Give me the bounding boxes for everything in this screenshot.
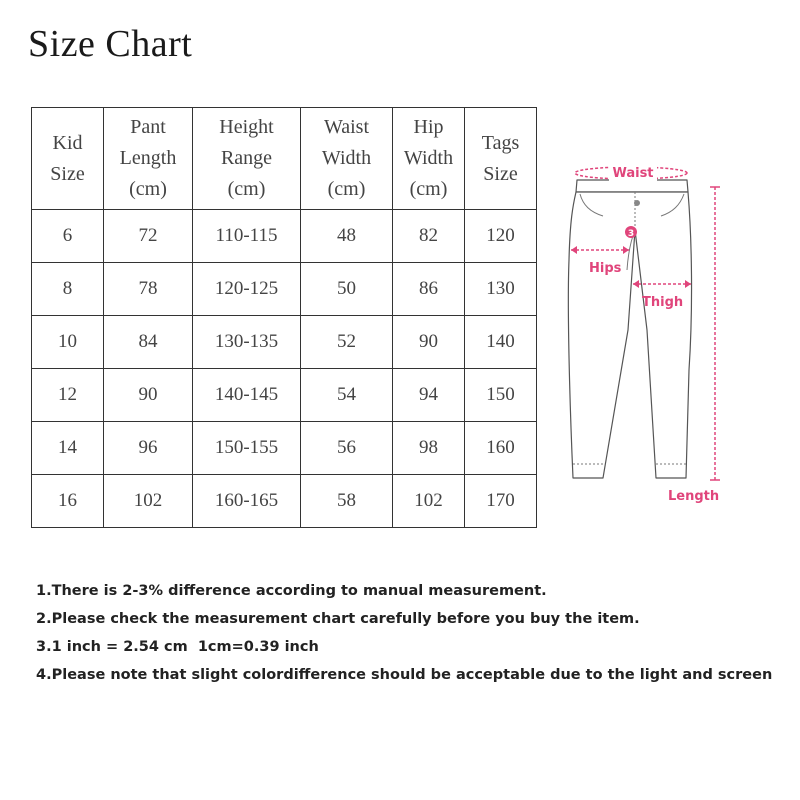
thigh-label: Thigh	[642, 295, 684, 310]
pants-outline	[568, 180, 691, 478]
notes-list	[36, 580, 772, 692]
cell-height-range: 160-165	[193, 475, 301, 528]
note-item: 4.Please note that slight colordifference should be acceptable due to the light and screen	[36, 667, 773, 683]
cell-hip-width: 94	[393, 369, 465, 422]
cell-tags-size: 160	[465, 422, 537, 475]
cell-tags-size: 170	[465, 475, 537, 528]
cell-waist-width: 48	[301, 210, 393, 263]
table-row	[32, 475, 537, 528]
cell-kid-size: 16	[32, 475, 104, 528]
note-item: 1.There is 2-3% difference according to manual measurement.	[36, 583, 547, 599]
header-kid-size: Kid Size	[32, 108, 104, 210]
cell-hip-width: 82	[393, 210, 465, 263]
table-row	[32, 422, 537, 475]
length-label: Length	[668, 489, 720, 504]
cell-kid-size: 6	[32, 210, 104, 263]
cell-height-range: 140-145	[193, 369, 301, 422]
cell-pant-length: 90	[104, 369, 193, 422]
marker-number: 3	[627, 229, 635, 239]
cell-waist-width: 56	[301, 422, 393, 475]
page-title: Size Chart	[28, 23, 193, 65]
length-measure-line	[710, 187, 720, 480]
header-hip-width: Hip Width (cm)	[393, 108, 465, 210]
cell-height-range: 110-115	[193, 210, 301, 263]
cell-waist-width: 52	[301, 316, 393, 369]
cell-hip-width: 98	[393, 422, 465, 475]
cell-pant-length: 96	[104, 422, 193, 475]
cell-pant-length: 84	[104, 316, 193, 369]
cell-hip-width: 90	[393, 316, 465, 369]
cell-hip-width: 86	[393, 263, 465, 316]
cell-kid-size: 10	[32, 316, 104, 369]
header-tags-size: Tags Size	[465, 108, 537, 210]
table-row	[32, 316, 537, 369]
size-table	[31, 107, 537, 528]
cell-pant-length: 102	[104, 475, 193, 528]
cell-tags-size: 150	[465, 369, 537, 422]
cell-height-range: 130-135	[193, 316, 301, 369]
cell-waist-width: 54	[301, 369, 393, 422]
note-item: 2.Please check the measurement chart carefully before you buy the item.	[36, 611, 640, 627]
cell-kid-size: 8	[32, 263, 104, 316]
cell-tags-size: 140	[465, 316, 537, 369]
cell-kid-size: 12	[32, 369, 104, 422]
note-item: 3.1 inch = 2.54 cm 1cm=0.39 inch	[36, 639, 319, 655]
waist-label: Waist	[612, 166, 654, 181]
header-pant-length: Pant Length (cm)	[104, 108, 193, 210]
cell-pant-length: 72	[104, 210, 193, 263]
cell-height-range: 120-125	[193, 263, 301, 316]
pants-measurement-diagram	[565, 160, 735, 510]
hips-label: Hips	[589, 261, 622, 276]
cell-pant-length: 78	[104, 263, 193, 316]
cell-hip-width: 102	[393, 475, 465, 528]
cell-kid-size: 14	[32, 422, 104, 475]
table-row	[32, 263, 537, 316]
cell-tags-size: 120	[465, 210, 537, 263]
button-icon	[634, 200, 640, 206]
table-header-row	[32, 108, 537, 210]
cell-waist-width: 50	[301, 263, 393, 316]
cell-waist-width: 58	[301, 475, 393, 528]
table-row	[32, 210, 537, 263]
header-height-range: Height Range (cm)	[193, 108, 301, 210]
cell-tags-size: 130	[465, 263, 537, 316]
header-waist-width: Waist Width (cm)	[301, 108, 393, 210]
cell-height-range: 150-155	[193, 422, 301, 475]
table-row	[32, 369, 537, 422]
